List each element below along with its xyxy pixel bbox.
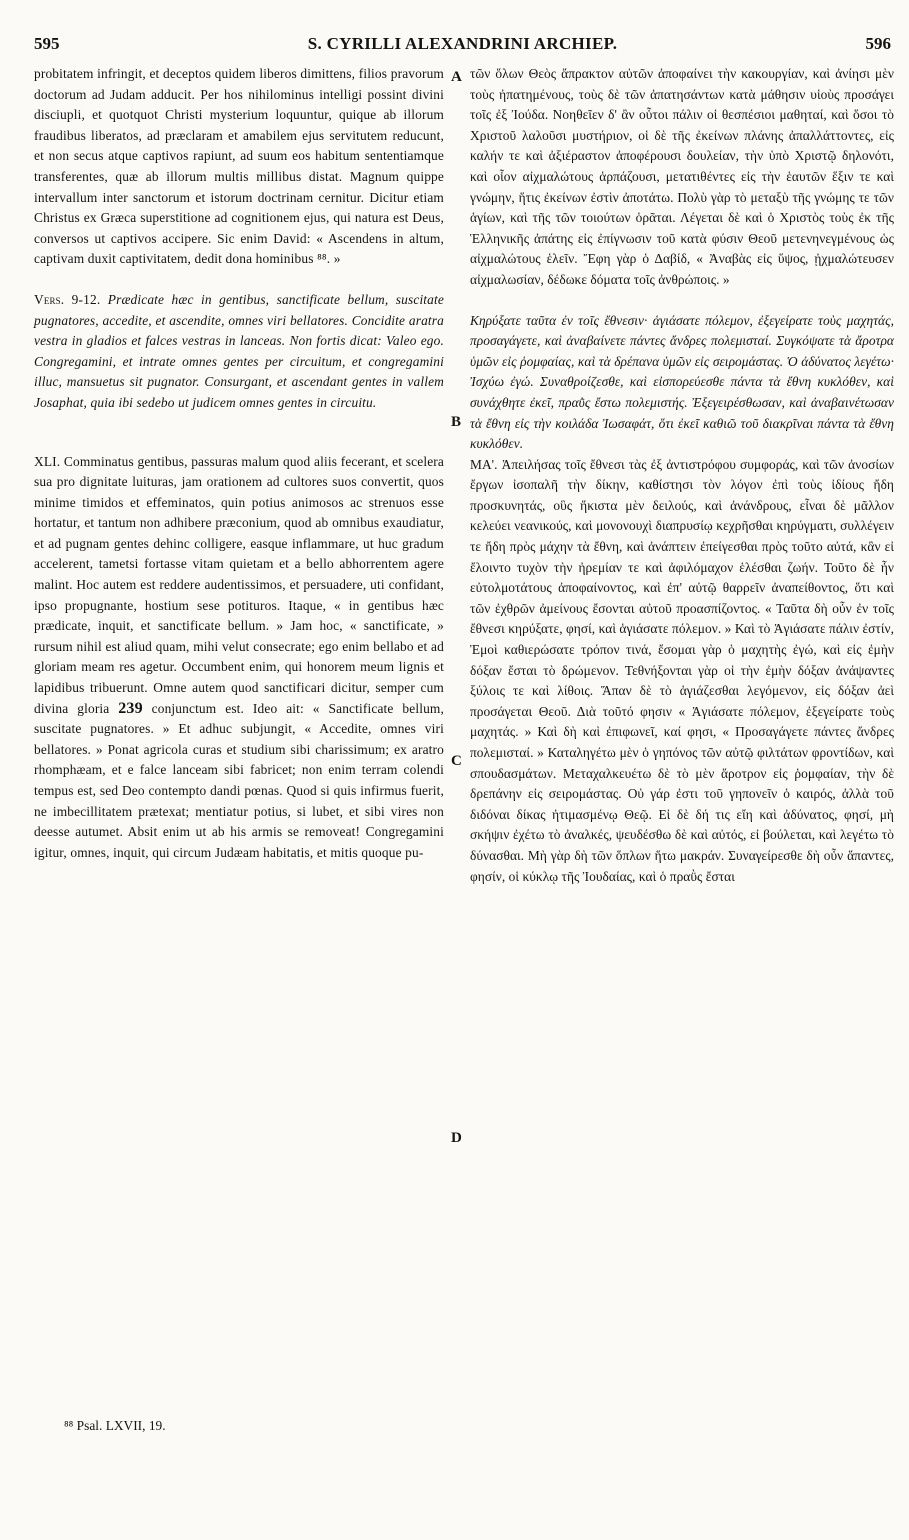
greek-section-label: ΜΑ'. bbox=[470, 456, 498, 472]
margin-marker-b: B bbox=[451, 414, 462, 430]
latin-verse-text: Prædicate hæc in gentibus, sanctificate bellum, suscitate pugnatores, accedite, et ascendite, omnes viri bellatores. Concidite aratra vestra in gladios et falces vestras in lanceas. Non fortis dicat: Valeo ego. Congregamini, et intrate omnes gentes per circuitum, et congregamini illuc, mansuetus sit pugnator. Consurgant, et ascendant gentes in vallem Josaphat, quia ibi sedebo ut judicem omnes gentes in circuitu. bbox=[34, 291, 444, 410]
latin-verse bbox=[34, 290, 444, 414]
margin-marker-c: C bbox=[451, 753, 462, 769]
margin-marker-a: A bbox=[451, 69, 462, 85]
greek-column bbox=[470, 64, 894, 887]
margin-marker-d: D bbox=[451, 1130, 462, 1146]
latin-paragraph-2-cont: conjunctum est. Ideo ait: « Sanctificate bellum, suscitate pugnatores. » Et adhuc subjungit, « Accedite, omnes viri bellatores. » Ponat agricola curas et studium sibi charissimum; ex aratro rhomphæam, et e falce lanceam sibi fabricet; non enim terram colendi tempus est, sed Deo contempto dandi pœnas. Quod si quis infirmus fuerit, ne imbecillitatem prætexat; mentiatur potius, si lubet, et sibi vires non deesse autumet. Absit enim ut ab his armis se removeat! Congregamini igitur, omnes, inquit, qui circum Judæam habitatis, et mitis quoque pu- bbox=[34, 700, 444, 860]
greek-paragraph-1: τῶν ὅλων Θεὸς ἄπρακτον αὐτῶν ἀποφαίνει τὴν κακουργίαν, καὶ ἀνίησι μὲν τοὺς ἠπατημένους, τοὺς δὲ τῶν ἀπατησάντων κατὰ μάθησιν υἱοὺς προσάγει τοῖς ἐξ Ἰούδα. Νοηθεῖεν δ' ἂν οὗτοι πάλιν οἱ θεσπέσιοι μαθηταί, καὶ ὅσοι τὸ Χριστοῦ λαλοῦσι μυστήριον, οἱ δὲ τῆς ἐκείνων πλάνης ἀπαλλάττοντες, εἰς καλήν τε καὶ ἀξιέραστον ἀποφέρουσι δουλείαν, τὴν ὑπὸ Χριστῷ δηλονότι, καὶ οἷον αἰχμαλώτους ἁρπάζουσι, μετατιθέντες εἰς τὴν ἑαυτῶν ἕξιν τε καὶ γνώμην, ἥτις ἐκείνων ἐστὶν ἀποτάτω. Πολὺ γὰρ τὸ μεταξὺ τῆς γνώμης τε τῶν ἁγίων, καὶ τῆς τῶν τοιούτων ὁρᾶται. Λέγεται δὲ καὶ ὁ Χριστὸς τοὺς ἐκ τῆς Ἑλληνικῆς ἀπάτης εἰς ἐπίγνωσιν τοῦ κατὰ φύσιν Θεοῦ μετενηνεγμένους ὡς αἰχμαλώτους ἑλεῖν. Ἔφη γὰρ ὁ Δαβίδ, « Ἀναβὰς εἰς ὕψος, ᾐχμαλώτευσεν αἰχμαλωσίαν, δέδωκε δόματα τοῖς ἀνθρώποις. » bbox=[470, 66, 894, 287]
page-number-left: 595 bbox=[34, 34, 60, 53]
page-header bbox=[34, 34, 891, 60]
latin-paragraph-2 bbox=[34, 452, 444, 864]
greek-paragraph-2-text: Ἀπειλήσας τοῖς ἔθνεσι τὰς ἐξ ἀντιστρόφου συμφοράς, καὶ τῶν ἀνοσίων ἔργων ἰσοπαλῆ τὴν δίκην, καθίστησι τὸν λόγον ἐπὶ τοὺς ἰδίους ἤδη προσκυνητάς, οὓς ἥκιστα μὲν δειλούς, καὶ ἀνάνδρους, εἶναι δὲ μᾶλλον κελεύει νεανικούς, καὶ μονονουχὶ διαπρυσίῳ κεχρῆσθαι κηρύγματι, συλλέγειν τε ἤδη πρὸς μάχην τὰ ἔθνη, καὶ ἀνάπτειν ἐπείγεσθαι πρὸς τοῦτο αὐτά, κἂν εἰ ἔλοιντο τυχὸν τὴν ἠρεμίαν τε καὶ ἀφιλόμαχον ἑλέσθαι ζωήν. Τοῦτο δὲ ἦν εὐτολμοτάτους ἀποφαίνοντος, καὶ ἐπ' αὐτῷ θαρρεῖν ἀναπείθοντος, ὅτι καὶ τῶν ἐχθρῶν ἀμείνους ἔσονται αὐτοῦ προασπίζοντος. « Ταῦτα δὴ οὖν ἐν τοῖς ἔθνεσι κηρύξατε, φησί, καὶ ἁγιάσατε πόλεμον. » Καὶ τὸ Ἁγιάσατε πάλιν ἐστίν, Ἐμοὶ καθιερώσατε τρόπον τινά, ἔσομαι γὰρ ὁ μαχητὴς ἐγώ, καὶ εἰς ἐμὴν δόξαν ἔσται τὸ δρώμενον. Τεθνήξονται γὰρ οἱ τὴν ἐμὴν δόξαν ἀνάψαντες ξύλοις τε καὶ λίθοις. Ἅπαν δὲ τὸ ἁγιάζεσθαι λεγόμενον, εἰς δόξαν ἀεὶ προσάγεται Θεοῦ. Διὰ τοῦτό φησιν « Ἁγιάσατε πόλεμον, ἐξεγείρατε τοὺς μαχητάς. » Καὶ δὴ καὶ ἐπιφωνεῖ, καί φησι, « Προσαγάγετε πάντες ἄνδρες πολεμισταί. » Καταληγέτω μὲν ὁ γηπόνος τῶν αὐτῷ φιλτάτων φροντίδων, καὶ σπουδασμάτων. Μεταχαλκευέτω δὲ τὸ μὲν ἄροτρον εἰς ῥομφαίαν, τὴν δὲ δρεπάνην εἰς σειρομάστας. Οὐ γάρ ἐστι τοῦ γηπονεῖν ὁ καιρός, ἀλλὰ τοῦ διδόναι δίκας ἠτιμασμένῳ Θεῷ. Εἰ δὲ δή τις εἴη καὶ ἀδύνατος, φησί, μὴ σκήψιν ἐχέτω τὸ ἀναλκές, ψευδέσθω δὲ καὶ αὐτός, εἰ βούλεται, καὶ λεγέτω τὸ δύνασθαι. Μὴ γὰρ δὴ τῶν ὅπλων ἥτω μακράν. Συναγείρεσθε δὴ οὖν ἅπαντες, φησίν, οἱ κύκλῳ τῆς Ἰουδαίας, καὶ ὁ πραῢς ἔσται bbox=[470, 456, 894, 884]
latin-paragraph-1: probitatem infringit, et deceptos quidem liberos dimittens, filios pravorum doctorum ad Judam adducit. Per hos nihilominus intelligi possint divini disciupli, et quotquot Christi mysterium loquuntur, quique ab illorum fraudibus liberatos, ad præclaram et amabilem ejus servitutem reducunt, et non secus atque captivos rapiunt, ad suum eos habitum sententiamque transferentes, quæ ab illorum multis millibus distat. Magnum quippe intervallum inter sanctorum et istorum doctrinam cernitur. Dicitur etiam Christus ex Græca superstitione ad cognitionem ejus, qui natura est Deus, conversos ut captivos accipere. Sic enim David: « Ascendens in altum, captivam duxit captivitatem, dedit dona hominibus ⁸⁸. » bbox=[34, 66, 444, 267]
latin-column bbox=[34, 64, 444, 863]
running-title: S. CYRILLI ALEXANDRINI ARCHIEP. bbox=[307, 34, 618, 53]
latin-verse-label: Vers. 9-12. bbox=[34, 291, 101, 307]
latin-section-label: XLI. bbox=[34, 453, 61, 469]
page-number-right: 596 bbox=[865, 34, 891, 53]
footnote: ⁸⁸ Psal. LXVII, 19. bbox=[64, 1418, 166, 1433]
page-reference: 239 bbox=[118, 699, 143, 717]
greek-paragraph-2 bbox=[470, 455, 894, 887]
greek-verse: Κηρύξατε ταῦτα ἐν τοῖς ἔθνεσιν· ἁγιάσατε πόλεμον, ἐξεγείρατε τοὺς μαχητάς, προσαγάγετε, καὶ ἀναβαίνετε πάντες ἄνδρες πολεμισταί. Συγκόψατε τὰ ἄροτρα ὑμῶν εἰς ῥομφαίας, καὶ τὰ δρέπανα ὑμῶν εἰς σειρομάστας. Ὁ ἀδύνατος λεγέτω· Ἰσχύω ἐγώ. Συναθροίζεσθε, καὶ εἰσπορεύεσθε πάντα τὰ ἔθνη κυκλόθεν, καὶ συνάχθητε ἐκεῖ, πραῢς ἔστω πολεμιστής. Ἐξεγειρέσθωσαν, καὶ ἀναβαινέτωσαν τὰ ἔθνη εἰς τὴν κοιλάδα Ἰωσαφάτ, ὅτι ἐκεῖ καθιῶ τοῦ διακρῖναι πάντα τὰ ἔθνη κυκλόθεν. bbox=[470, 312, 894, 452]
latin-paragraph-2-text: Comminatus gentibus, passuras malum quod aliis fecerant, et scelera sua pro dignitate luituras, jam orationem ad cultores suos convertit, quos minime timidos et effeminatos, quin potius animosos ac strenuos esse hortatur, et tantum non adhibere præconium, quod ab omnibus exaudiatur, et ad pugnam gentes dehinc colligere, easque inflammare, ut huc gradum accelerent, tametsi fortasse vitam quietam et a bello abhorrentem agere malint. Hoc autem est reddere audentissimos, et persuadere, uti confidant, ipso propugnante, hostium sese potituros. Itaque, « in gentibus hæc prædicate, inquit, et sanctificate bellum. » Jam hoc, « sanctificate, » rursum nihil est aliud quam, mihi velut consecrate; ego enim bellabo et ad gloriam meam res agetur. Occumbent enim, qui honorem meum lignis et lapidibus tribuerunt. Omne autem quod sanctificari dicitur, semper cum divina gloria bbox=[34, 453, 444, 716]
